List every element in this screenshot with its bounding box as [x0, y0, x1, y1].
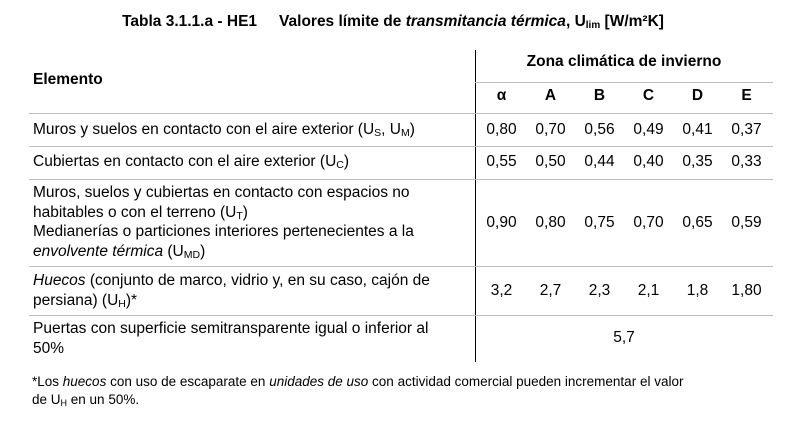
zone-alpha: α	[496, 87, 507, 104]
value-cell: 0,40	[633, 153, 664, 170]
zone-underline	[475, 82, 773, 83]
value-cell: 1,8	[686, 282, 709, 299]
value-cell: 0,50	[535, 153, 566, 170]
value-cell: 0,75	[584, 214, 615, 231]
value-cell: 0,90	[486, 214, 517, 231]
zone-e: E	[741, 87, 752, 104]
value-cell: 0,41	[682, 121, 713, 138]
value-cell: 0,49	[633, 121, 664, 138]
zone-d: D	[691, 87, 704, 104]
value-cell: 0,55	[486, 153, 517, 170]
value-cell: 3,2	[490, 282, 513, 299]
row-separator	[29, 146, 773, 147]
value-cell: 0,35	[682, 153, 713, 170]
value-cell: 2,3	[588, 282, 611, 299]
value-cell: 1,80	[731, 282, 762, 299]
title-symbol: U	[574, 13, 586, 30]
zone-a: A	[544, 87, 557, 104]
title-unit: [W/m²K]	[604, 13, 664, 30]
row-separator	[29, 266, 773, 267]
value-cell: 0,70	[633, 214, 664, 231]
row-label-roofs: Cubiertas en contacto con el aire exterior $(U_C)$	[33, 153, 350, 171]
value-cell: 0,56	[584, 121, 615, 138]
title-text: Valores límite de	[279, 13, 402, 30]
row-label-doors: Puertas con superficie semitransparente igual o inferior al 50%	[33, 320, 429, 357]
header-zone: Zona climática de invierno	[526, 53, 722, 70]
value-cell: 0,65	[682, 214, 713, 231]
table-title: Tabla 3.1.1.a - HE1 Valores límite de transmitancia térmica, $U_{lim}$ [W/m²K]	[122, 13, 664, 31]
header-separator	[29, 113, 773, 114]
value-cell: 2,1	[637, 282, 660, 299]
row-label-openings: Huecos (conjunto de marco, vidrio y, en su caso, cajón de persiana) $(U_H)*$	[33, 272, 430, 310]
value-cell: 0,70	[535, 121, 566, 138]
value-cell: 0,59	[731, 214, 762, 231]
row-separator	[29, 179, 773, 180]
title-symbol-sub: lim	[585, 20, 601, 31]
value-cell: 0,44	[584, 153, 615, 170]
value-cell: 0,37	[731, 121, 762, 138]
row-separator	[29, 315, 773, 316]
value-cell: 0,80	[486, 121, 517, 138]
row-label-walls-floors: Muros y suelos en contacto con el aire exterior ($U_S$, $U_M$)	[33, 121, 415, 139]
zone-c: C	[642, 87, 655, 104]
footnote: *Los huecos con uso de escaparate en unidades de uso con actividad comercial pueden incrementar el valor de $U_H$ en un 50%.	[32, 374, 684, 408]
value-cell: 2,7	[539, 282, 562, 299]
value-cell: 0,80	[535, 214, 566, 231]
title-term: transmitancia térmica	[405, 13, 566, 30]
header-element: Elemento	[33, 71, 103, 88]
zone-b: B	[593, 87, 606, 104]
title-prefix: Tabla 3.1.1.a - HE1	[122, 13, 258, 30]
row-label-non-habitable: Muros, suelos y cubiertas en contacto con espacios no habitables o con el terreno $(U_T)$ Medianerías o particiones interiores pertenecientes a la envolvente térmica $(U_{MD})$	[33, 184, 414, 261]
value-cell: 0,33	[731, 153, 762, 170]
value-cell-merged: 5,7	[613, 329, 635, 346]
